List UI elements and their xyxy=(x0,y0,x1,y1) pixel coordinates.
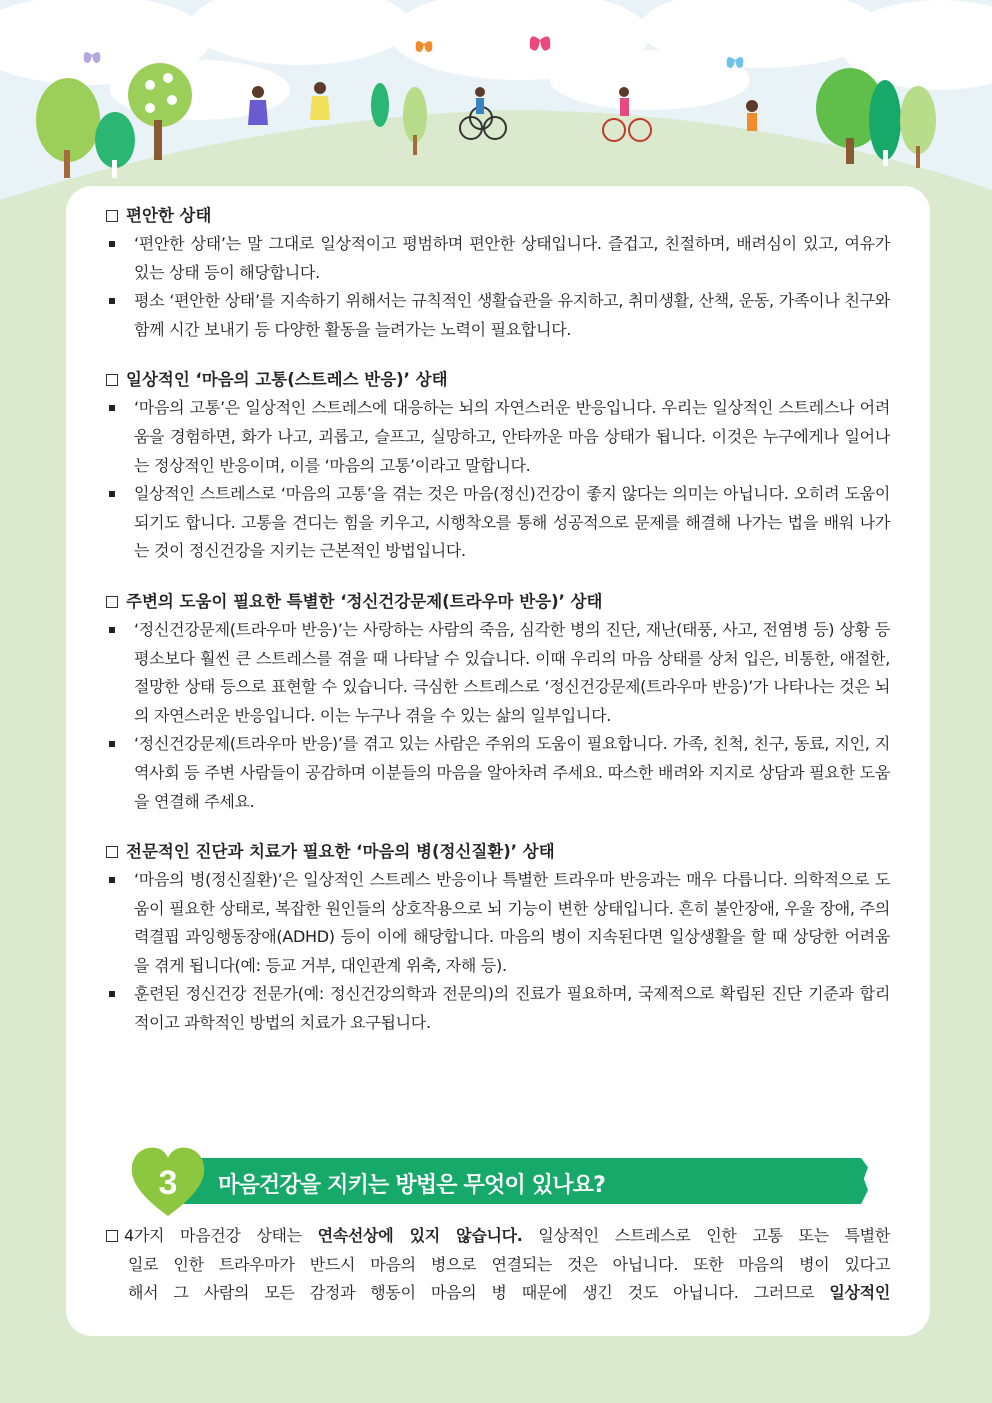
section-illness xyxy=(106,837,890,1038)
square-bullet-icon xyxy=(109,991,115,997)
section-heading xyxy=(106,365,890,394)
paragraph-line xyxy=(106,1279,890,1308)
section-heading xyxy=(106,837,890,866)
square-bullet-icon xyxy=(109,741,115,747)
list-item xyxy=(106,730,890,816)
list-item xyxy=(106,230,890,287)
list-item-text: 평소 ‘편안한 상태’를 지속하기 위해서는 규칙적인 생활습관을 유지하고, 취미생활, 산책, 운동, 가족이나 친구와 함께 시간 보내기 등 다양한 활동을 늘려가는 노력이 필요합니다. xyxy=(134,291,890,339)
section-heading-text: 편안한 상태 xyxy=(126,206,212,225)
section-heading-text: 주변의 도움이 필요한 특별한 ‘정신건강문제(트라우마 반응)’ 상태 xyxy=(126,591,603,611)
checkbox-icon xyxy=(106,1230,118,1242)
list-item-text: ‘편안한 상태’는 말 그대로 일상적이고 평범하며 편안한 상태입니다. 즐겁고, 친절하며, 배려심이 있고, 여유가 있는 상태 등이 해당합니다. xyxy=(134,234,890,282)
checkbox-icon xyxy=(106,210,118,222)
paragraph-emphasis: 연속선상에 있지 않습니다. xyxy=(317,1226,523,1245)
section-heading-text: 일상적인 ‘마음의 고통(스트레스 반응)’ 상태 xyxy=(126,370,448,390)
checkbox-icon xyxy=(106,846,118,858)
closing-paragraph xyxy=(106,1222,890,1308)
paragraph-text: 해서 그 사람의 모든 감정과 행동이 마음의 병 때문에 생긴 것도 아닙니다. 그러므로 xyxy=(128,1283,830,1303)
list-item-text: ‘마음의 고통’은 일상적인 스트레스에 대응하는 뇌의 자연스러운 반응입니다. 우리는 일상적인 스트레스나 어려움을 경험하면, 화가 나고, 괴롭고, 슬프고, 실망하고, 안타까운 마음 상태가 됩니다. 이것은 누구에게나 일어나는 정상적인 반응이며, 이를 ‘마음의 고통’이라고 말합니다. xyxy=(134,398,890,475)
square-bullet-icon xyxy=(109,627,115,633)
square-bullet-icon xyxy=(109,877,115,883)
section-heading xyxy=(106,587,890,616)
list-item xyxy=(106,866,890,980)
section-banner xyxy=(130,1146,870,1218)
content-body xyxy=(106,201,890,1059)
list-item xyxy=(106,480,890,566)
square-bullet-icon xyxy=(109,405,115,411)
square-bullet-icon xyxy=(109,241,115,247)
banner-number: 3 xyxy=(158,1164,178,1202)
list-item-text: 일상적인 스트레스로 ‘마음의 고통’을 겪는 것은 마음(정신)건강이 좋지 않다는 의미는 아닙니다. 오히려 도움이 되기도 합니다. 고통을 견디는 힘을 키우고, 시행착오를 통해 성공적으로 문제를 해결해 나가는 법을 배워 나가는 것이 정신건강을 지키는 근본적인 방법입니다. xyxy=(134,484,890,561)
paragraph-line: 일로 인한 트라우마가 반드시 마음의 병으로 연결되는 것은 아닙니다. 또한 마음의 병이 있다고 xyxy=(128,1254,890,1274)
list-item xyxy=(106,287,890,344)
paragraph-text: 4가지 마음건강 상태는 xyxy=(124,1226,318,1245)
list-item xyxy=(106,616,890,730)
list-item xyxy=(106,980,890,1037)
section-heading-text: 전문적인 진단과 치료가 필요한 ‘마음의 병(정신질환)’ 상태 xyxy=(126,842,555,862)
paragraph-emphasis: 일상적인 xyxy=(829,1283,890,1303)
section-stress xyxy=(106,365,890,566)
list-item-text: 훈련된 정신건강 전문가(예: 정신건강의학과 전문의)의 진료가 필요하며, 국제적으로 확립된 진단 기준과 합리적이고 과학적인 방법의 치료가 요구됩니다. xyxy=(134,984,890,1033)
checkbox-icon xyxy=(106,374,118,386)
square-bullet-icon xyxy=(109,298,115,304)
section-trauma xyxy=(106,587,890,816)
section-comfortable xyxy=(106,201,890,344)
square-bullet-icon xyxy=(109,491,115,497)
paragraph-line xyxy=(106,1222,890,1251)
list-item-text: ‘정신건강문제(트라우마 반응)’를 겪고 있는 사람은 주위의 도움이 필요합니다. 가족, 친척, 친구, 동료, 지인, 지역사회 등 주변 사람들이 공감하며 이분들의 마음을 알아차려 주세요. 따스한 배려와 지지로 상담과 필요한 도움을 연결해 주세요. xyxy=(134,734,890,811)
list-item xyxy=(106,394,890,480)
paragraph-text: 일상적인 스트레스로 인한 고통 또는 특별한 xyxy=(522,1226,890,1245)
list-item-text: ‘마음의 병(정신질환)’은 일상적인 스트레스 반응이나 특별한 트라우마 반응과는 매우 다릅니다. 의학적으로 도움이 필요한 상태로, 복잡한 원인들의 상호작용으로 뇌 기능이 변한 상태입니다. 흔히 불안장애, 우울 장애, 주의력결핍 과잉행동장애(ADHD) 등이 이에 해당합니다. 마음의 병이 지속된다면 일상생활을 할 때 상당한 어려움을 겪게 됩니다(예: 등교 거부, 대인관계 위축, 자해 등). xyxy=(134,870,890,975)
banner-title: 마음건강을 지키는 방법은 무엇이 있나요? xyxy=(218,1173,606,1198)
list-item-text: ‘정신건강문제(트라우마 반응)’는 사랑하는 사람의 죽음, 심각한 병의 진단, 재난(태풍, 사고, 전염병 등) 상황 등 평소보다 훨씬 큰 스트레스를 겪을 때 나타날 수 있습니다. 이때 우리의 마음 상태를 상처 입은, 비통한, 애절한, 절망한 상태 등으로 표현할 수 있습니다. 극심한 스트레스로 ‘정신건강문제(트라우마 반응)’가 나타나는 것은 뇌의 자연스러운 반응입니다. 이는 누구나 겪을 수 있는 삶의 일부입니다. xyxy=(134,619,890,725)
section-heading xyxy=(106,201,890,230)
checkbox-icon xyxy=(106,596,118,608)
